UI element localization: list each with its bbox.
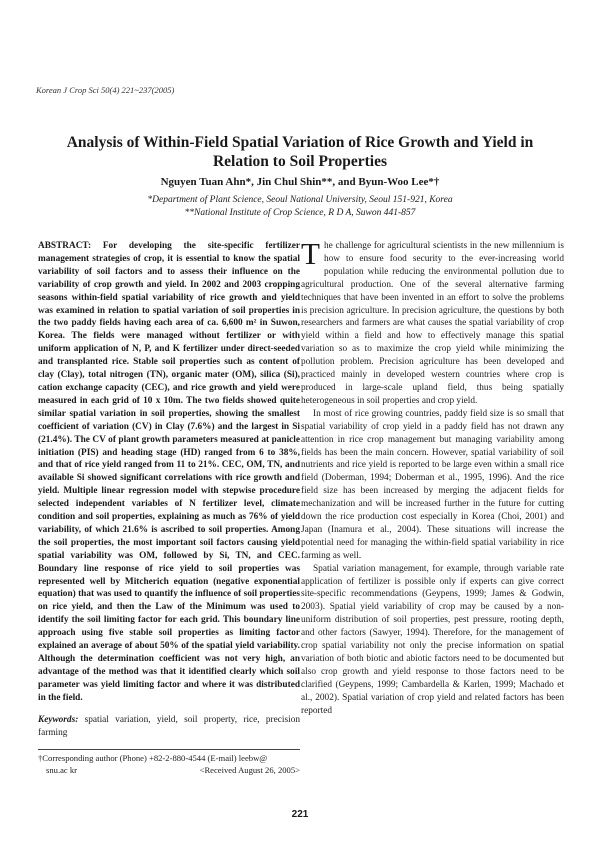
received-date: <Received August 26, 2005> <box>199 764 300 775</box>
keywords-text: spatial variation, yield, soil property, rice, precision farming <box>38 714 300 738</box>
paper-title: Analysis of Within-Field Spatial Variation of Rice Growth and Yield in Relation to Soil Properties <box>66 134 534 170</box>
page-number: 221 <box>291 809 309 820</box>
right-column <box>301 236 564 718</box>
body-paragraph-2: In most of rice growing countries, paddy field size is so small that spatial variability of crop yield in a paddy field has not drawn any attention in rice crop management but managing variability among fields has been the main concern. However, spatial variability of soil nutrients and rice yield is reported to be large even within a small rice field (Doberman, 1994; Doberman et al., 1995, 1996). And the rice field size has been increased by merging the adjacent fields for mechanization and will be increased further in the future for cutting down the rice production cost especially in Korea (Choi, 2001) and Japan (Inamura et al., 2004). These situations will increase the potential need for managing the within-field spatial variability in rice farming as well. <box>301 408 564 561</box>
body-paragraph-1 <box>301 236 564 408</box>
affiliation-2: **National Institute of Crop Science, R D A, Suwon 441-857 <box>184 207 416 218</box>
paragraph-1-text: he challenge for agricultural scientists in the new millennium is how to ensure food security to the ever-increasing world population while reducing the environmental pollution due to agricultural production. One of the several alternative farming techniques that have been invented in an effort to solve the problems is precision agriculture. In precision agriculture, the questions by both researchers and farmers are what causes the spatial variability of crop yield within a field and how to effectively manage this spatial variation so as to maximize the crop yield while minimizing the pollution problem. Precision agriculture has been developed and practiced mainly in developed western countries where crop is produced in large-scale upland field, thus being spatially heterogeneous in soil properties and crop yield. <box>301 241 564 406</box>
footnote-email-domain: snu.ac kr <box>46 764 78 775</box>
keywords-label: Keywords: <box>38 714 79 725</box>
journal-citation: Korean J Crop Sci 50(4) 221~237(2005) <box>36 85 175 95</box>
abstract <box>38 240 300 705</box>
left-column <box>38 240 300 776</box>
author-list: Nguyen Tuan Ahn*, Jin Chul Shin**, and Byun-Woo Lee*† <box>160 176 440 188</box>
corresponding-author-footnote <box>38 749 300 775</box>
keywords <box>38 714 300 740</box>
drop-cap: T <box>301 236 320 271</box>
body-paragraph-3: Spatial variation management, for example, through variable rate application of fertilizer is possible only if experts can give correct site-specific recommendations (Geypens, 1999; James & Godwin, 2003). Spatial yield variability of crop may be caused by a non-uniform distribution of soil properties, pest pressure, rooting depth, and other factors (Sawyer, 1994). Therefore, for the management of crop spatial variability not only the precise information on spatial variation of both biotic and abiotic factors need to be documented but also crop growth and yield response to those factors need to be clarified (Geypens, 1999; Cambardella & Karlen, 1999; Machado et al., 2002). Spatial variation of crop yield and related factors has been reported <box>301 563 564 716</box>
footnote-line-1: †Corresponding author (Phone) +82-2-880-4544 (E-mail) leebw@ <box>38 753 268 764</box>
abstract-label: ABSTRACT: <box>38 241 92 251</box>
affiliation-1: *Department of Plant Science, Seoul National University, Seoul 151-921, Korea <box>147 195 453 205</box>
affiliations <box>40 194 560 219</box>
abstract-text: For developing the site-specific fertilizer management strategies of crop, it is essential to know the spatial variability of soil factors and to assess their influence on the variability of crop growth and yield. In 2002 and 2003 cropping seasons within-field spatial variability of rice growth and yield was examined in relation to spatial variation of soil properties in the two paddy fields having each area of ca. 6,600 m² in Suwon, Korea. The fields were managed without fertilizer or with uniform application of N, P, and K fertilizer under direct-seeded and transplanted rice. Stable soil properties such as content of clay (Clay), total nitrogen (TN), organic mater (OM), silica (Si), cation exchange capacity (CEC), and rice growth and yield were measured in each grid of 10 x 10m. The two fields showed quite similar spatial variation in soil properties, showing the smallest coefficient of variation (CV) in Clay (7.6%) and the largest in Si (21.4%). The CV of plant growth parameters measured at panicle initiation (PIS) and heading stage (HD) ranged from 6 to 38%, and that of rice yield ranged from 11 to 21%. CEC, OM, TN, and available Si showed significant correlations with rice growth and yield. Multiple linear regression model with stepwise procedure selected independent variables of N fertilizer level, climate condition and soil properties, explaining as much as 76% of yield variability, of which 21.6% is ascribed to soil properties. Among the soil properties, the most important soil factors causing yield spatial variability was OM, followed by Si, TN, and CEC. Boundary line response of rice yield to soil properties was represented well by Mitcherich equation (negative exponential equation) that was used to quantify the influence of soil properties on rice yield, and then the Law of the Minimum was used to identify the soil limiting factor for each grid. This boundary line approach using five stable soil properties as limiting factor explained an average of about 50% of the spatial yield variability. Although the determination coefficient was not very high, an advantage of the method was that it identified clearly which soil parameter was yield limiting factor and where it was distributed in the field. <box>38 241 301 703</box>
